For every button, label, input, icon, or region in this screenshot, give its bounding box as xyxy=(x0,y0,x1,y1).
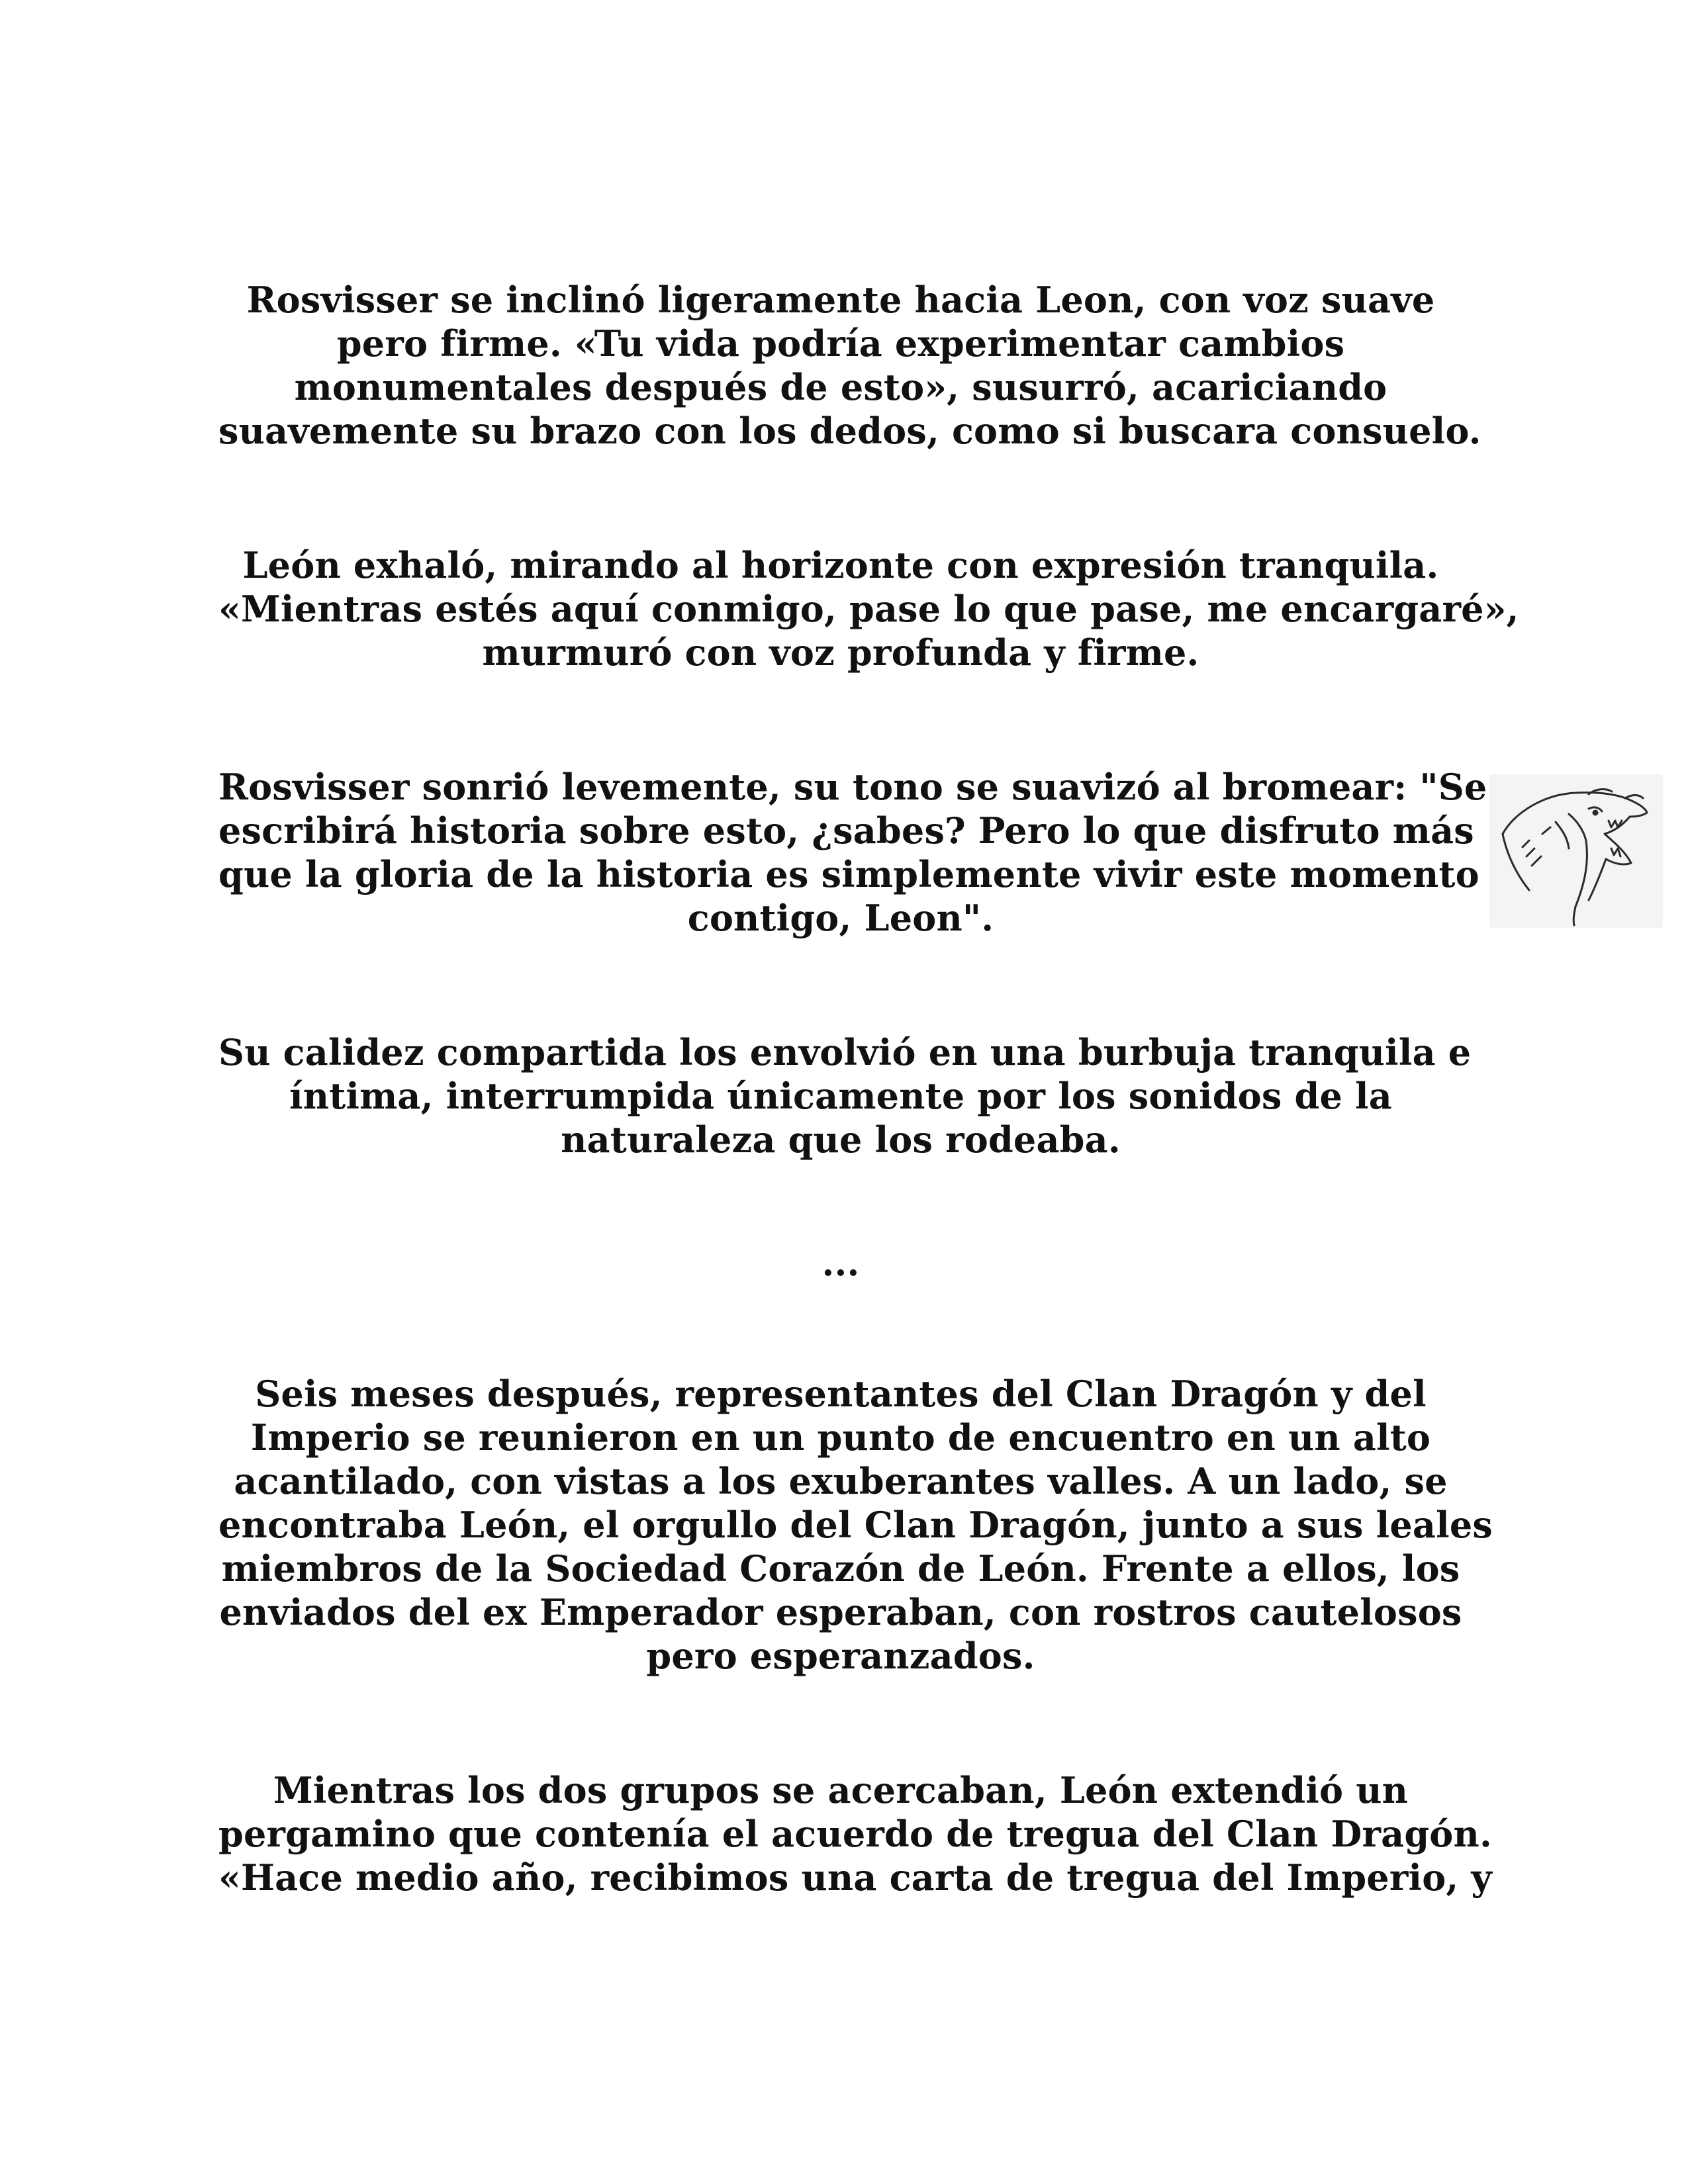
document-body xyxy=(218,278,1519,1899)
paragraph-line: Rosvisser sonrió levemente, su tono se suavizó al bromear: "Se xyxy=(218,766,1487,808)
paragraph-line: murmuró con voz profunda y firme. xyxy=(482,631,1199,674)
paragraph-line: Su calidez compartida los envolvió en una burbuja tranquila e xyxy=(218,1031,1472,1073)
dragon-head-sketch-icon xyxy=(1489,774,1663,928)
paragraph-line: pero firme. «Tu vida podría experimentar cambios xyxy=(336,322,1345,365)
paragraph-line: naturaleza que los rodeaba. xyxy=(561,1118,1121,1161)
paragraph-line: Seis meses después, representantes del Clan Dragón y del xyxy=(255,1373,1427,1415)
paragraph-line: suavemente su brazo con los dedos, como si buscara consuelo. xyxy=(218,410,1481,452)
paragraph-line: escribirá historia sobre esto, ¿sabes? Pero lo que disfruto más xyxy=(218,809,1474,852)
paragraph-line: enviados del ex Emperador esperaban, con rostros cautelosos xyxy=(219,1591,1462,1633)
paragraph-line: acantilado, con vistas a los exuberantes valles. A un lado, se xyxy=(234,1460,1448,1502)
paragraph-line: monumentales después de esto», susurró, acariciando xyxy=(294,366,1387,408)
paragraph-line: Mientras los dos grupos se acercaban, León extendió un xyxy=(273,1769,1409,1811)
paragraph-line: miembros de la Sociedad Corazón de León. Frente a ellos, los xyxy=(221,1547,1460,1590)
paragraph-line: «Mientras estés aquí conmigo, pase lo que pase, me encargaré», xyxy=(218,588,1519,630)
paragraph-line: contigo, Leon". xyxy=(687,897,994,939)
paragraph-4 xyxy=(218,1030,1472,1161)
paragraph-1 xyxy=(218,278,1481,453)
scene-separator xyxy=(218,1241,1463,1285)
paragraph-line: íntima, interrumpida únicamente por los sonidos de la xyxy=(289,1075,1392,1117)
paragraph-2 xyxy=(218,543,1519,674)
paragraph-line: encontraba León, el orgullo del Clan Dragón, junto a sus leales xyxy=(218,1504,1493,1546)
separator-text: ... xyxy=(821,1242,860,1284)
paragraph-line: pergamino que contenía el acuerdo de tregua del Clan Dragón. xyxy=(218,1813,1492,1855)
paragraph-5 xyxy=(218,1372,1493,1678)
paragraph-line: Rosvisser se inclinó ligeramente hacia Leon, con voz suave xyxy=(246,279,1435,321)
paragraph-line: Imperio se reunieron en un punto de encuentro en un alto xyxy=(250,1416,1431,1459)
paragraph-line: que la gloria de la historia es simplemente vivir este momento xyxy=(218,853,1479,895)
paragraph-line: pero esperanzados. xyxy=(646,1635,1035,1677)
paragraph-line: León exhaló, mirando al horizonte con expresión tranquila. xyxy=(242,544,1439,586)
paragraph-3 xyxy=(218,765,1487,940)
paragraph-line: «Hace medio año, recibimos una carta de tregua del Imperio, y xyxy=(218,1856,1493,1899)
paragraph-6 xyxy=(218,1768,1493,1899)
